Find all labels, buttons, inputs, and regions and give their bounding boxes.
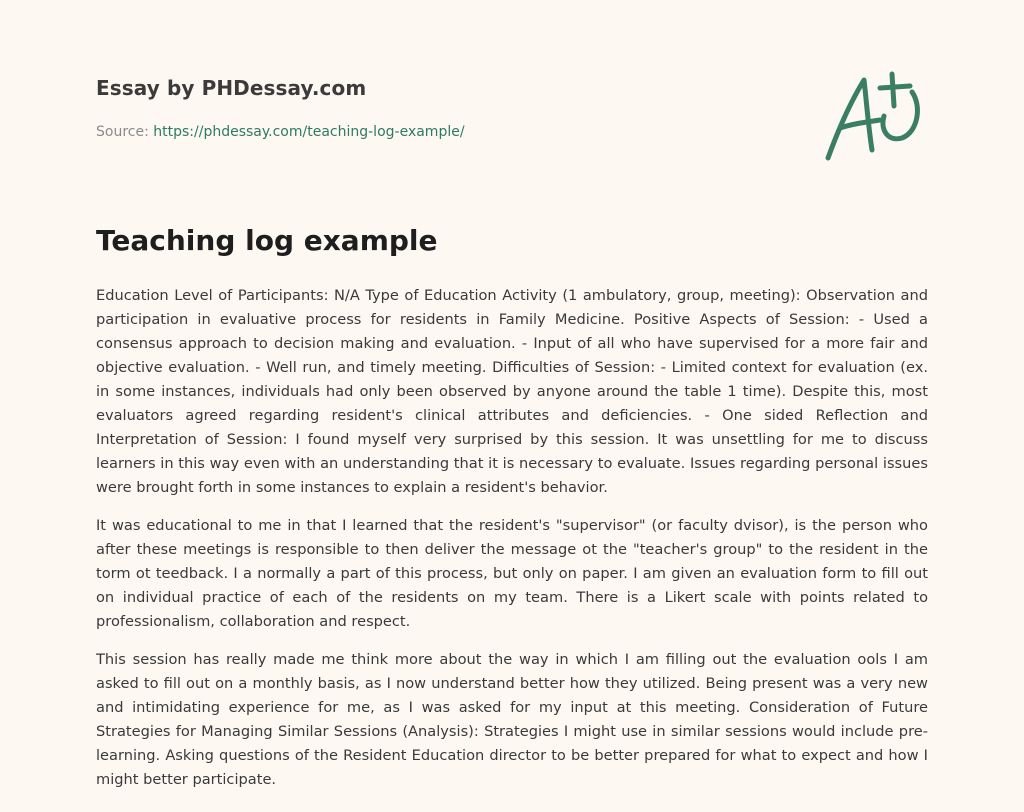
site-brand: Essay by PHDessay.com bbox=[96, 76, 367, 100]
source-label: Source: bbox=[96, 124, 154, 140]
essay-title: Teaching log example bbox=[96, 224, 438, 257]
source-link[interactable]: https://phdessay.com/teaching-log-example/ bbox=[153, 124, 465, 140]
essay-body bbox=[96, 284, 928, 806]
essay-paragraph: It was educational to me in that I learned that the resident's "supervisor" (or faculty dvisor), is the person who after these meetings is responsible to then deliver the message ot the "teacher's group" to the resident in the torm ot teedback. I a normally a part of this process, but only on paper. I am given an evaluation form to fill out on individual practice of each of the residents on my team. There is a Likert scale with points related to professionalism, collaboration and respect. bbox=[96, 517, 928, 630]
essay-paragraph: This session has really made me think more about the way in which I am filling out the evaluation ools I am asked to fill out on a monthly basis, as I now understand better how they utilized. Being present was a very new and intimidating experience for me, as I was asked for my input at this meeting. Consideration of Future Strategies for Managing Similar Sessions (Analysis): Strategies I might use in similar sessions would include pre-learning. Asking questions of the Resident Education director to be better prepared for what to expect and how I might better participate. bbox=[96, 651, 928, 788]
essay-paragraph: Education Level of Participants: N/A Type of Education Activity (1 ambulatory, group, meeting): Observation and participation in evaluative process for residents in Family Medicine. Positive Aspects of Session: - Used a consensus approach to decision making and evaluation. - Input of all who have supervised for a more fair and objective evaluation. - Well run, and timely meeting. Difficulties of Session: - Limited context for evaluation (ex. in some instances, individuals had only been observed by anyone around the table 1 time). Despite this, most evaluators agreed regarding resident's clinical attributes and deficiencies. - One sided Reflection and Interpretation of Session: I found myself very surprised by this session. It was unsettling for me to discuss learners in this way even with an understanding that it is necessary to evaluate. Issues regarding personal issues were brought forth in some instances to explain a resident's behavior. bbox=[96, 287, 928, 496]
source-line bbox=[96, 124, 465, 140]
a-plus-grade-logo-icon bbox=[818, 66, 930, 166]
